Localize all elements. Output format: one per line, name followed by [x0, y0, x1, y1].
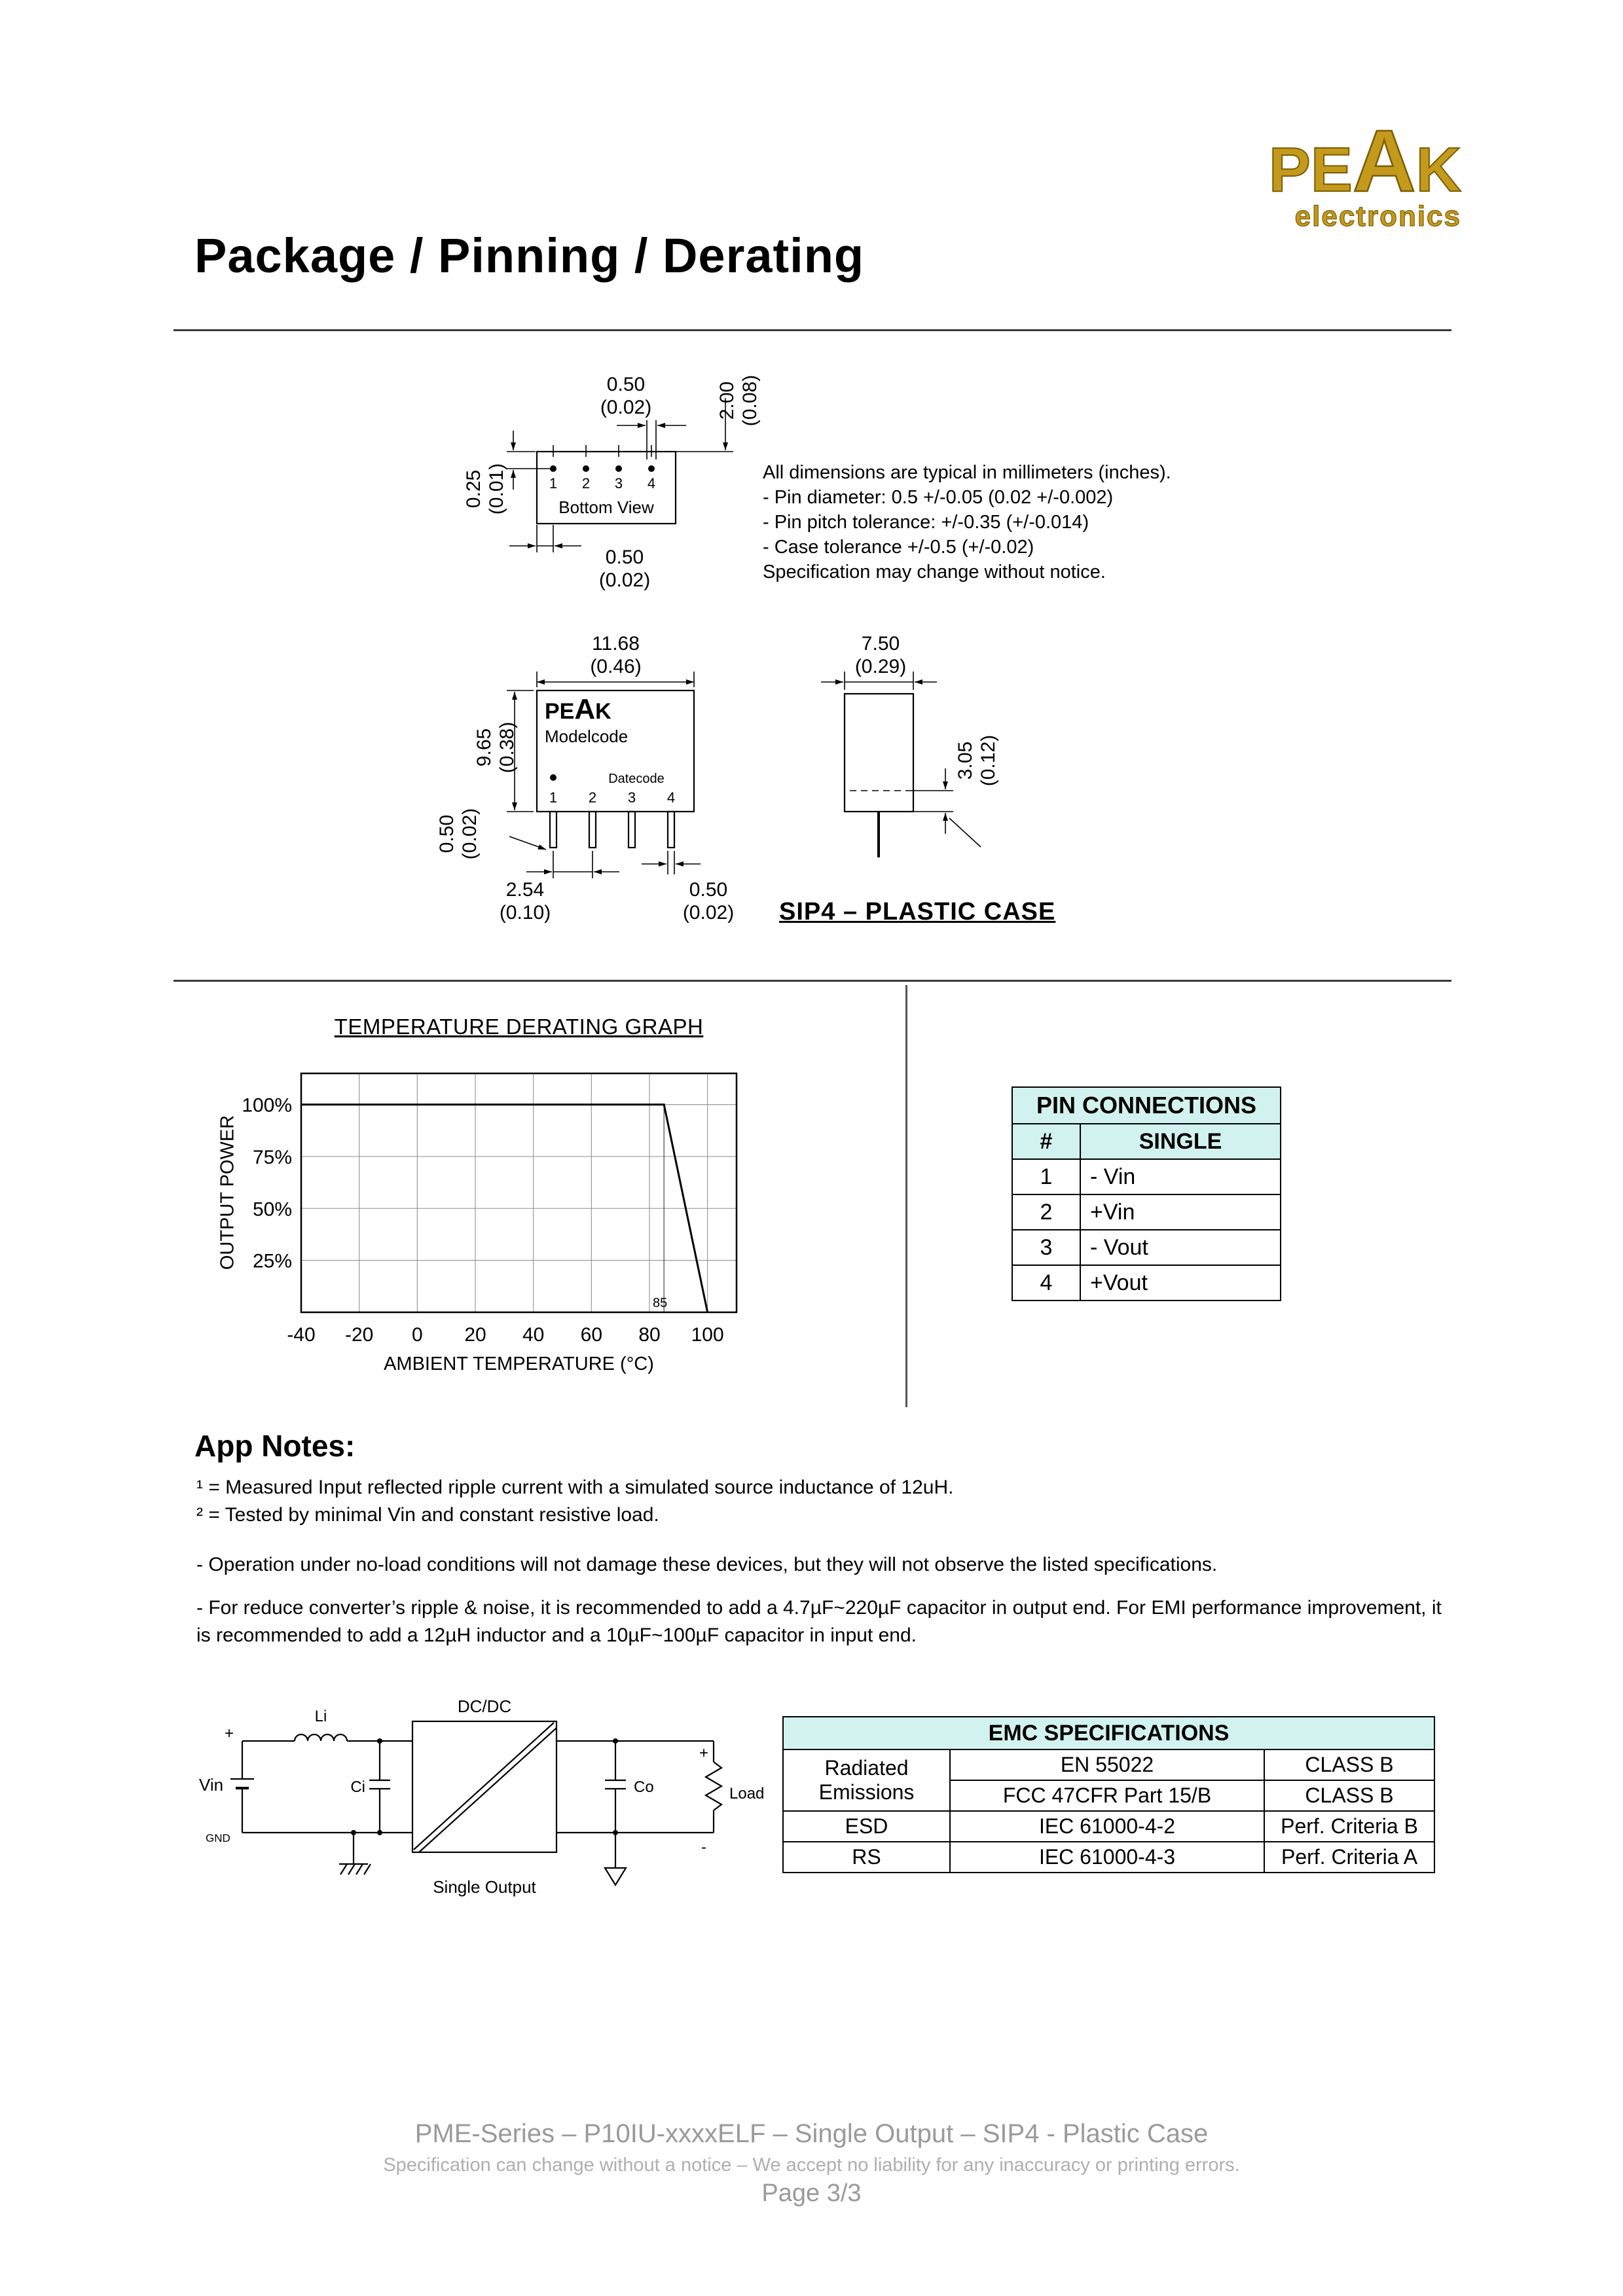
logo-pe: PE — [1268, 135, 1353, 205]
pin-number: 4 — [1012, 1265, 1080, 1300]
note-line: Specification may change without notice. — [763, 562, 1106, 583]
svg-text:75%: 75% — [252, 1146, 292, 1168]
bv-pin-3-number: 3 — [614, 475, 623, 492]
svg-text:50%: 50% — [252, 1198, 292, 1221]
pin-number: 1 — [1012, 1159, 1080, 1194]
svg-text:100%: 100% — [242, 1094, 292, 1117]
load-label: Load — [729, 1785, 765, 1803]
single-col-header: SINGLE — [1080, 1124, 1281, 1159]
footer-page-number: Page 3/3 — [761, 2179, 862, 2207]
pin-row — [1012, 1230, 1281, 1265]
dim-inches: (0.02) — [598, 569, 651, 591]
dimension-notes — [763, 460, 1247, 584]
fv-logo-k: K — [595, 699, 611, 724]
note-line: All dimensions are typical in millimeters (inches). — [763, 462, 1171, 483]
emc-result: Perf. Criteria B — [1264, 1811, 1434, 1842]
dim-sv-depth — [833, 632, 928, 678]
emc-item: Radiated Emissions — [783, 1749, 950, 1811]
footer-disclaimer: Specification can change without a notice – We accept no liability for any inaccuracy or printing errors. — [383, 2155, 1240, 2176]
dim-value: 0.25 — [463, 469, 484, 509]
pin-table-header-row — [1012, 1124, 1281, 1159]
dim-fv-width — [562, 632, 670, 678]
application-circuit — [183, 1682, 773, 1931]
logo-k: K — [1415, 135, 1461, 205]
pin-number: 2 — [1012, 1194, 1080, 1230]
emc-item: RS — [783, 1842, 950, 1873]
dim-fv-pin-width — [663, 878, 754, 924]
app-note-1: ¹ = Measured Input reflected ripple current with a simulated source inductance of 12uH. — [196, 1477, 954, 1498]
dim-inches: (0.02) — [600, 397, 652, 418]
dim-inches: (0.01) — [486, 463, 507, 515]
emc-result: CLASS B — [1264, 1780, 1434, 1811]
pin-table-title-row — [1012, 1087, 1281, 1124]
dim-bv-first-pin — [581, 546, 668, 592]
co-capacitor-label: Co — [634, 1778, 654, 1796]
single-output-caption: Single Output — [433, 1877, 536, 1897]
dim-value: 0.50 — [436, 814, 458, 853]
pin-function: - Vin — [1080, 1159, 1281, 1194]
dim-inches: (0.08) — [739, 374, 761, 427]
app-note-2: ² = Tested by minimal Vin and constant resistive load. — [196, 1504, 659, 1526]
pin-row — [1012, 1194, 1281, 1230]
svg-text:25%: 25% — [252, 1250, 292, 1272]
emc-standard: FCC 47CFR Part 15/B — [950, 1780, 1264, 1811]
emc-row — [783, 1811, 1434, 1842]
svg-text:85: 85 — [653, 1296, 668, 1310]
emc-result: CLASS B — [1264, 1749, 1434, 1780]
vin-label: Vin — [199, 1775, 224, 1795]
fv-pins — [550, 812, 674, 848]
svg-text:100: 100 — [691, 1324, 724, 1346]
derating-graph — [216, 1014, 759, 1381]
circuit-junctions — [351, 1738, 618, 1835]
pin-col-header: # — [1012, 1124, 1080, 1159]
emc-item: ESD — [783, 1811, 950, 1842]
dim-inches: (0.02) — [459, 808, 481, 860]
svg-text:40: 40 — [522, 1324, 545, 1346]
emc-standard: IEC 61000-4-3 — [950, 1842, 1264, 1873]
case-type-caption: SIP4 – PLASTIC CASE — [779, 898, 1056, 925]
fv-pin1-dot — [550, 774, 556, 781]
fv-logo — [545, 693, 611, 725]
dim-inches: (0.10) — [499, 902, 551, 924]
dim-inches: (0.02) — [682, 902, 735, 924]
dim-fv-pin — [435, 808, 481, 859]
derating-graph-title: TEMPERATURE DERATING GRAPH — [334, 1014, 704, 1039]
svg-text:-20: -20 — [344, 1324, 374, 1346]
dim-value: 7.50 — [861, 633, 900, 655]
derating-x-axis-label: AMBIENT TEMPERATURE (°C) — [384, 1354, 654, 1374]
dim-value: 0.50 — [606, 374, 646, 395]
pin-connections-table — [1012, 1086, 1281, 1301]
pin-number: 3 — [1012, 1230, 1080, 1265]
bv-pin-1-number: 1 — [549, 475, 558, 492]
emc-row — [783, 1749, 1434, 1780]
emc-result: Perf. Criteria A — [1264, 1842, 1434, 1873]
circuit-wires — [230, 1721, 721, 1885]
ci-capacitor-label: Ci — [350, 1778, 365, 1796]
fv-pin-1-number: 1 — [549, 789, 558, 806]
fv-pin-3-number: 3 — [627, 789, 636, 806]
note-line: - Pin diameter: 0.5 +/-0.05 (0.02 +/-0.002) — [763, 487, 1114, 508]
app-notes-heading: App Notes: — [194, 1429, 356, 1463]
page-title: Package / Pinning / Derating — [194, 228, 865, 283]
dcdc-label: DC/DC — [457, 1696, 512, 1716]
dim-bv-edge — [462, 463, 508, 514]
app-note-no-load: - Operation under no-load conditions will not damage these devices, but they will not observe the listed specifications. — [196, 1554, 1218, 1575]
plus-input-label: + — [224, 1725, 234, 1742]
pin-row — [1012, 1265, 1281, 1300]
dim-value: 11.68 — [592, 633, 640, 655]
fv-datecode: Datecode — [608, 772, 665, 786]
note-line: - Case tolerance +/-0.5 (+/-0.02) — [763, 537, 1034, 558]
dim-value: 9.65 — [473, 728, 495, 767]
plus-output-label: + — [699, 1744, 709, 1762]
pin-row — [1012, 1159, 1281, 1194]
logo-a: A — [1352, 113, 1416, 210]
bv-pin-4-number: 4 — [647, 475, 656, 492]
section-divider — [905, 985, 907, 1407]
svg-text:60: 60 — [580, 1324, 603, 1346]
dim-inches: (0.12) — [977, 734, 999, 787]
derating-chart-layer — [242, 1073, 737, 1346]
dim-value: 0.50 — [605, 547, 644, 568]
svg-text:20: 20 — [464, 1324, 486, 1346]
fv-pin-2-number: 2 — [588, 789, 597, 806]
fv-pin-4-number: 4 — [666, 789, 676, 806]
peak-logo-word — [1193, 113, 1461, 210]
dim-bv-pin-diameter — [583, 373, 669, 419]
dim-inches: (0.29) — [854, 656, 907, 677]
dim-sv-standoff — [954, 735, 1000, 786]
pin-function: +Vin — [1080, 1194, 1281, 1230]
fv-modelcode: Modelcode — [545, 726, 629, 746]
sv-case-outline — [845, 694, 913, 857]
peak-logo — [1193, 113, 1461, 233]
bottom-view-label: Bottom View — [558, 497, 654, 517]
emc-row — [783, 1842, 1434, 1873]
header-rule — [173, 329, 1451, 331]
gnd-label: GND — [206, 1832, 230, 1844]
dim-fv-pitch — [479, 878, 571, 924]
dim-fv-height — [473, 722, 519, 773]
pin-function: +Vout — [1080, 1265, 1281, 1300]
fv-logo-a: A — [574, 693, 596, 725]
footer-series-line: PME-Series – P10IU-xxxxELF – Single Output – SIP4 - Plastic Case — [414, 2119, 1209, 2148]
dim-bv-pin-offset — [716, 375, 761, 426]
dim-value: 2.00 — [716, 381, 738, 420]
dim-inches: (0.46) — [590, 656, 642, 677]
svg-text:-40: -40 — [287, 1324, 316, 1346]
dim-inches: (0.38) — [496, 721, 518, 774]
emc-standard: EN 55022 — [950, 1749, 1264, 1780]
pin-function: - Vout — [1080, 1230, 1281, 1265]
emc-title-row — [783, 1717, 1434, 1749]
emc-table-title: EMC SPECIFICATIONS — [783, 1717, 1434, 1749]
emc-specifications-table — [782, 1716, 1435, 1873]
svg-text:0: 0 — [411, 1324, 423, 1346]
svg-text:80: 80 — [638, 1324, 661, 1346]
fv-logo-pe: PE — [545, 699, 575, 724]
minus-output-label: - — [701, 1839, 706, 1856]
dim-value: 0.50 — [689, 879, 728, 901]
bv-pin-2-number: 2 — [581, 475, 591, 492]
logo-electronics: electronics — [1294, 200, 1461, 232]
emc-standard: IEC 61000-4-2 — [950, 1811, 1264, 1842]
derating-y-axis-label: OUTPUT POWER — [217, 1115, 238, 1270]
dim-value: 3.05 — [955, 741, 976, 780]
li-inductor-label: Li — [314, 1708, 327, 1725]
note-line: - Pin pitch tolerance: +/-0.35 (+/-0.014) — [763, 512, 1089, 533]
pin-table-title: PIN CONNECTIONS — [1012, 1087, 1281, 1124]
app-note-ripple: - For reduce converter’s ripple & noise, it is recommended to add a 4.7µF~220µF capacitor in output end. For EMI performance improvement, it is recommended to add a 12µH inductor and a 10µF~100µF capacitor in input end. — [196, 1597, 1442, 1646]
dim-value: 2.54 — [505, 879, 545, 901]
section-rule — [173, 980, 1451, 982]
